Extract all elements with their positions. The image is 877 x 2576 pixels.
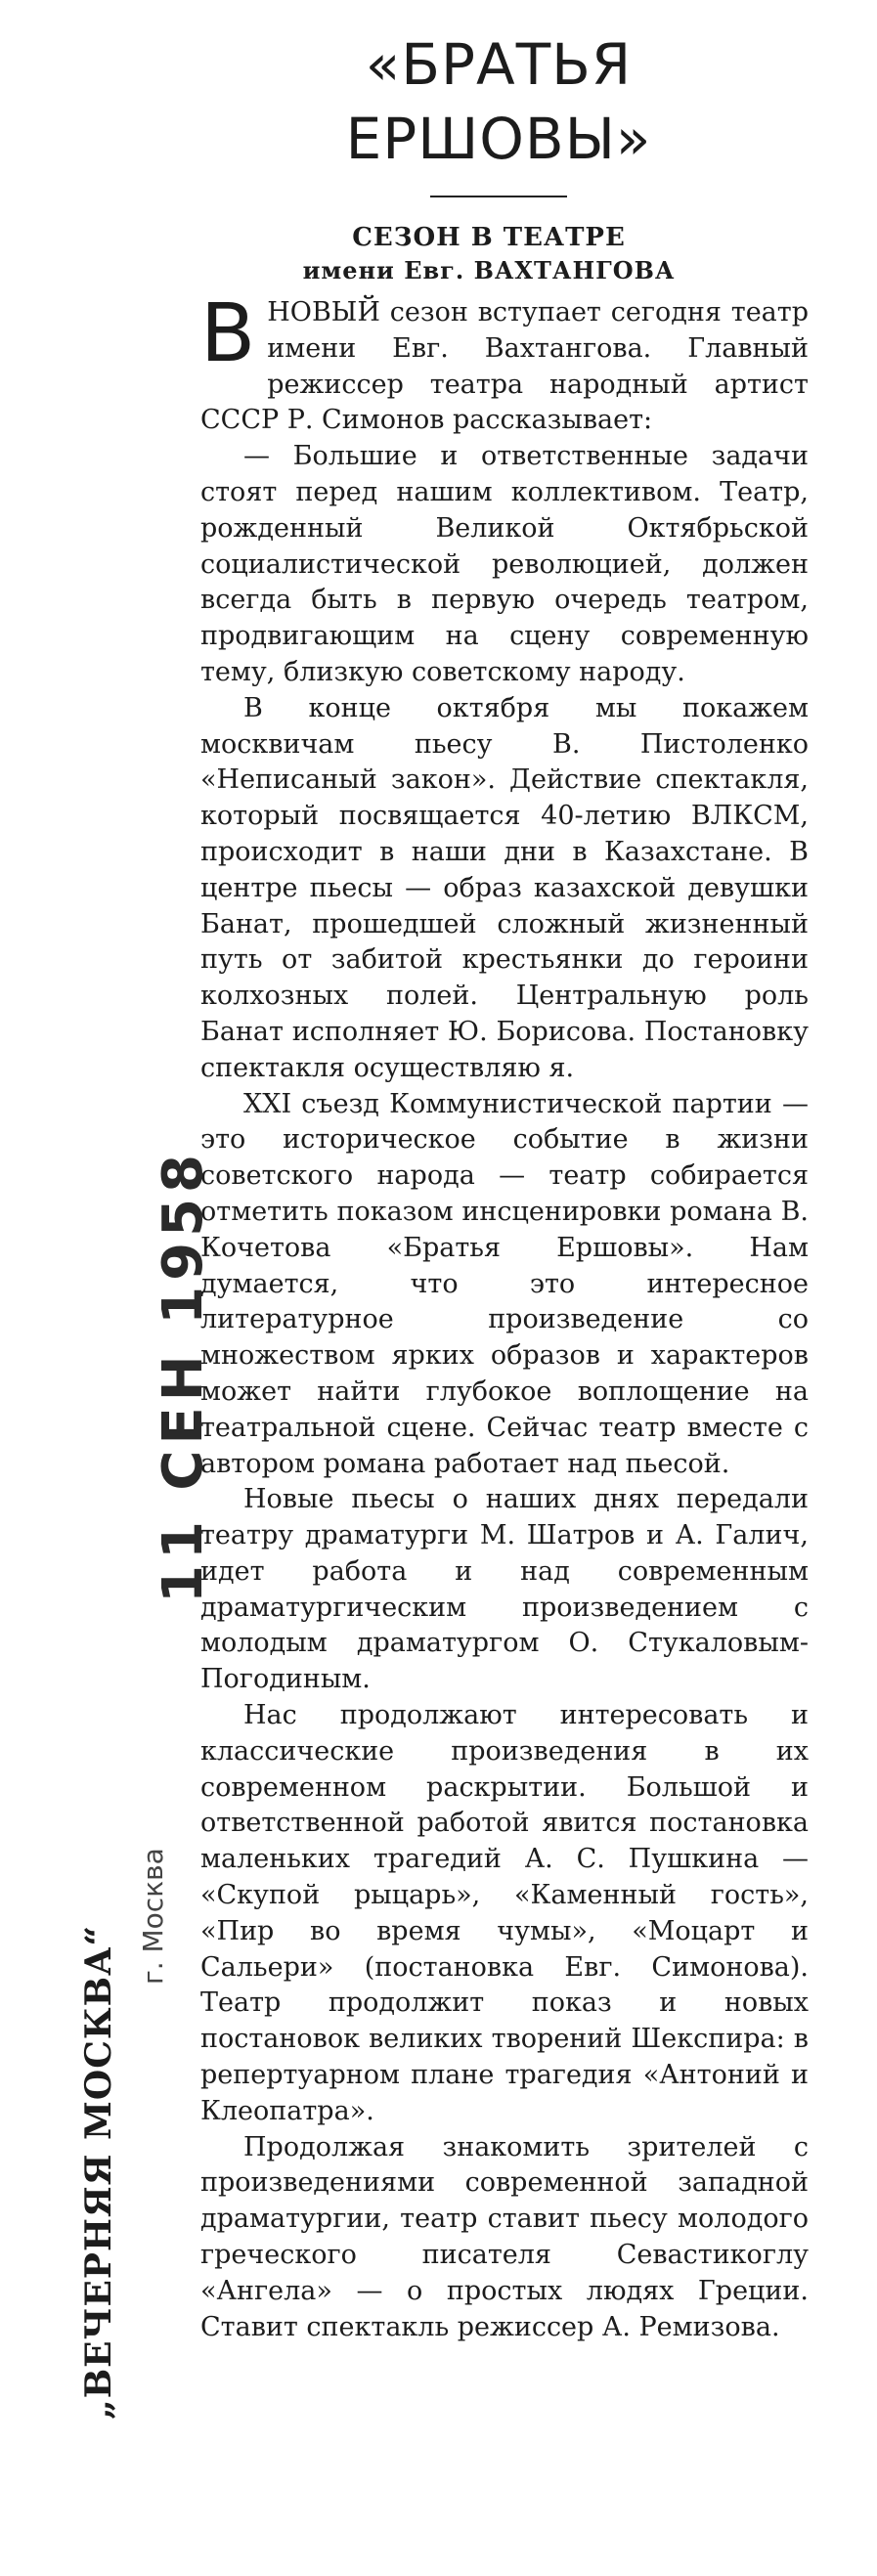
newspaper-source-stamp: „ВЕЧЕРНЯЯ МОСКВА“ [78, 1924, 119, 2420]
article-paragraph: — Большие и ответственные задачи стоят перед нашим коллективом. Театр, рожденный Великой Октябрьской социалистической революцией, должен всегда быть в первую очередь театром, продвигающим на сцену современную тему, близкую советскому народу. [200, 441, 809, 687]
date-stamp: 11 СЕН 1958 [152, 1149, 215, 1603]
article-body [200, 287, 809, 2345]
article-paragraph: Нас продолжают интересовать и классические произведения в их современном раскрытии. Большой и ответственной работой явится постановка маленьких трагедий А. С. Пушкина — «Скупой рыцарь», «Каменный гость», «Пир во время чумы», «Моцарт и Сальери» (постановка Евг. Симонова). Театр продолжит показ и новых постановок великих творений Шекспира: в репертуарном плане трагедия «Антоний и Клеопатра». [200, 1700, 809, 2126]
article-paragraph [200, 287, 809, 439]
subheading-theatre-name: имени Евг. ВАХТАНГОВА [302, 256, 676, 284]
article-paragraph: Новые пьесы о наших днях передали театру драматурги М. Шатров и А. Галич, идет работа и над современным драматургическим произведением с молодым драматургом О. Стукаловым-Погодиным. [200, 1484, 809, 1695]
subheading-season: СЕЗОН В ТЕАТРЕ [352, 223, 626, 252]
headline-divider [430, 196, 567, 197]
article-paragraph: В конце октября мы покажем москвичам пьесу В. Пистоленко «Неписаный закон». Действие спектакля, который посвящается 40-летию ВЛКСМ, происходит в наши дни в Казахстане. В центре пьесы — образ казахской девушки Банат, прошедшей сложный жизненный путь от забитой крестьянки до героини колхозных полей. Центральную роль Банат исполняет Ю. Борисова. Постановку спектакля осуществляю я. [200, 692, 809, 1083]
article-paragraph: Продолжая знакомить зрителей с произведениями современной западной драматургии, театр ставит пьесу молодого греческого писателя Севастикоглу «Ангела» — о простых людях Греции. Ставит спектакль режиссер А. Ремизова. [200, 2131, 809, 2342]
article-headline: «БРАТЬЯ ЕРШОВЫ» [345, 31, 652, 172]
article-paragraph-text: НОВЫЙ сезон вступает сегодня театр имени Евг. Вахтангова. Главный режиссер театра народный артист СССР Р. Симонов рассказывает: [200, 297, 809, 436]
drop-cap: В [200, 287, 256, 380]
source-city-stamp: г. Москва [137, 1848, 169, 1985]
article-paragraph: XXI съезд Коммунистической партии — это историческое событие в жизни советского народа — театр собирается отметить показом инсценировки романа В. Кочетова «Братья Ершовы». Нам думается, что это интересное литературное произведение со множеством ярких образов и характеров может найти глубокое воплощение на театральной сцене. Сейчас театр вместе с автором романа работает над пьесой. [200, 1088, 809, 1479]
